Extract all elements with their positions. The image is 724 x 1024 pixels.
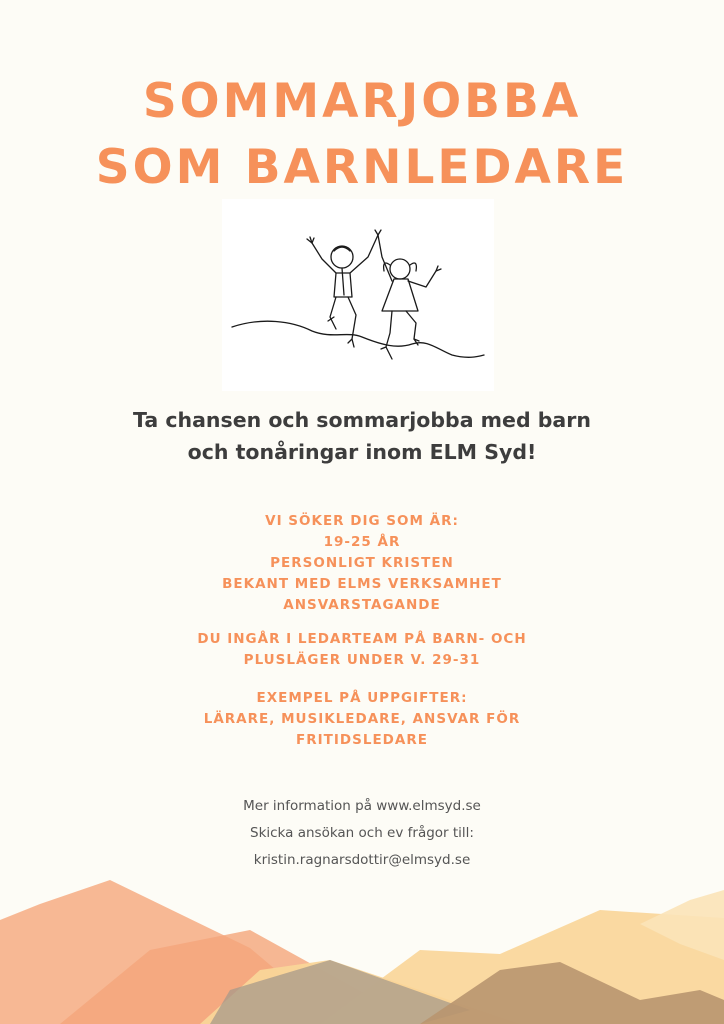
tasks-heading: EXEMPEL PÅ UPPGIFTER: xyxy=(256,690,468,706)
title-line-1: SOMMARJOBBA xyxy=(142,74,582,129)
info-website-line: Mer information på www.elmsyd.se xyxy=(243,798,481,814)
jumping-children-line-drawing-icon xyxy=(222,199,494,391)
tasks-line-2: FRITIDSLEDARE xyxy=(296,732,428,748)
apply-instruction-line: Skicka ansökan och ev frågor till: xyxy=(250,825,474,841)
contact-email[interactable]: kristin.ragnarsdottir@elmsyd.se xyxy=(253,852,471,868)
tagline-line-2: och tonåringar inom ELM Syd! xyxy=(187,440,537,464)
requirements-heading: VI SÖKER DIG SOM ÄR: xyxy=(265,513,459,529)
team-line-1: DU INGÅR I LEDARTEAM PÅ BARN- OCH xyxy=(197,631,527,647)
mountains-decoration xyxy=(0,860,724,1024)
requirement-item-age: 19-25 ÅR xyxy=(323,534,401,550)
title-line-2: SOM BARNLEDARE xyxy=(95,140,629,195)
requirement-item-familiar: BEKANT MED ELMS VERKSAMHET xyxy=(222,576,502,592)
requirement-item-christian: PERSONLIGT KRISTEN xyxy=(270,555,454,571)
tagline-line-1: Ta chansen och sommarjobba med barn xyxy=(133,408,591,432)
team-line-2: PLUSLÄGER UNDER V. 29-31 xyxy=(243,652,481,668)
tasks-line-1: LÄRARE, MUSIKLEDARE, ANSVAR FÖR xyxy=(203,711,521,727)
requirement-item-responsible: ANSVARSTAGANDE xyxy=(283,597,441,613)
